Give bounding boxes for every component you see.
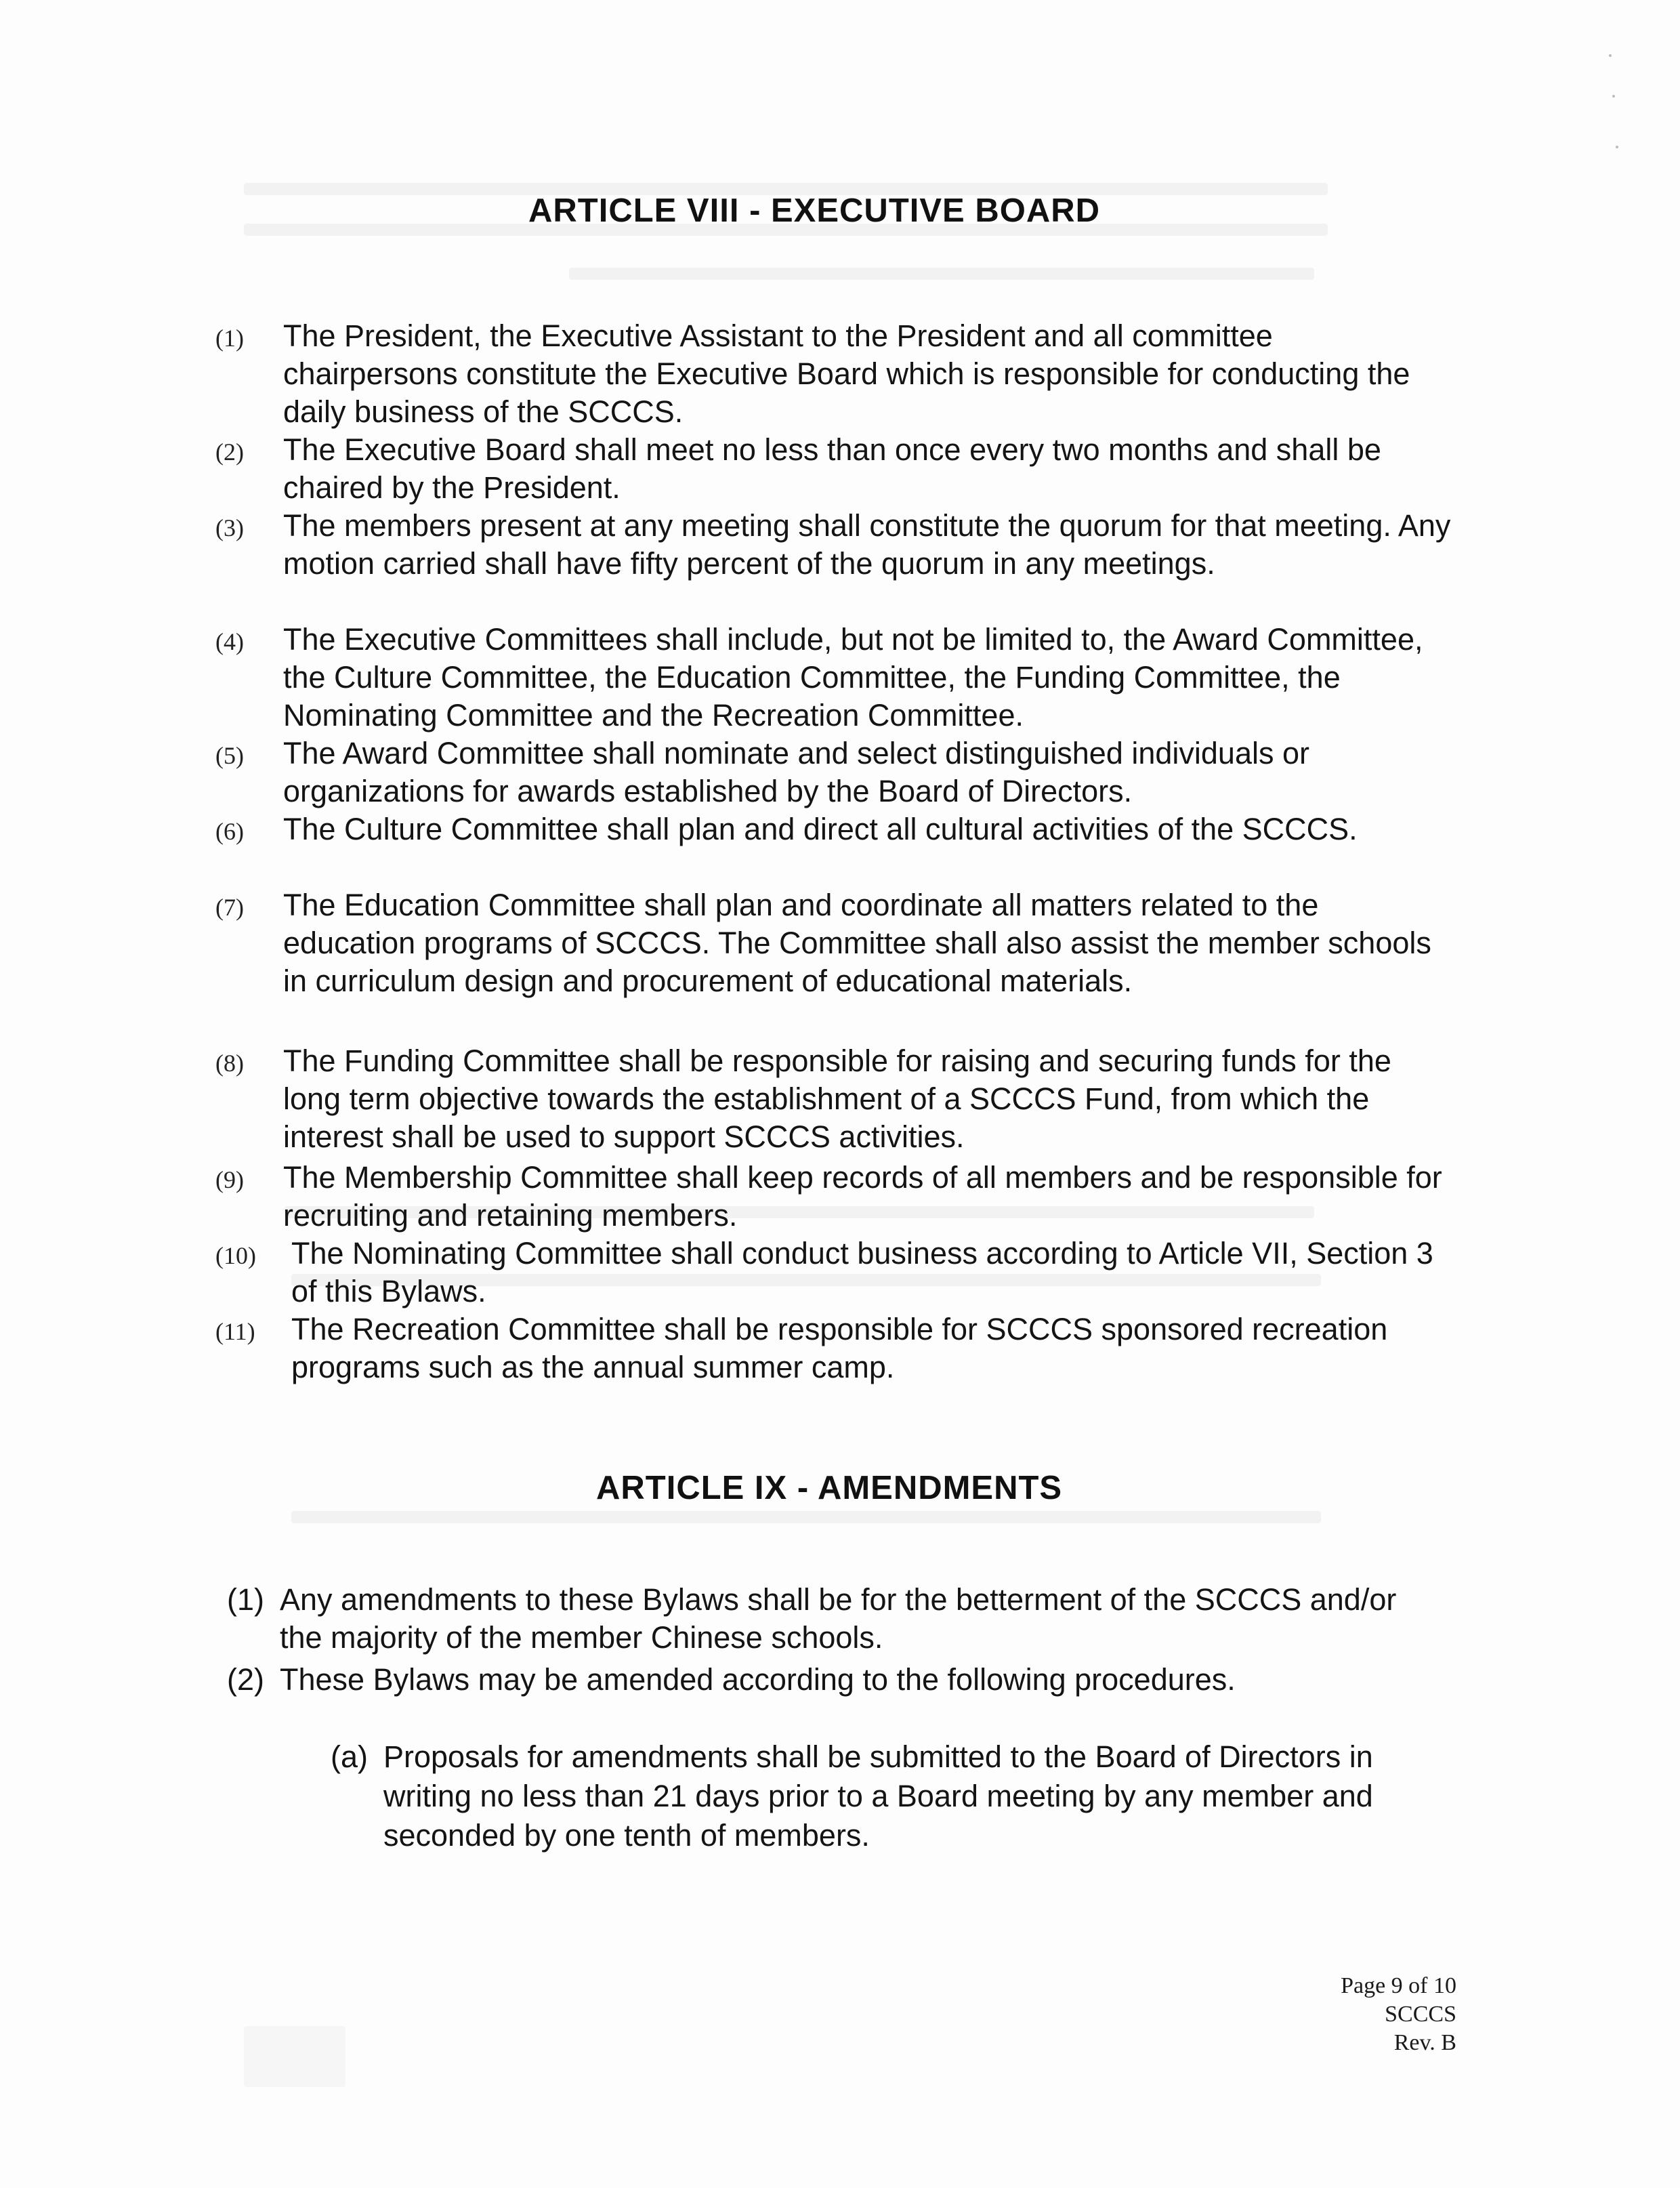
- item-number: (11): [215, 1318, 255, 1345]
- item-number: (1): [215, 325, 244, 352]
- footer-organization: SCCCS: [1385, 2002, 1456, 2027]
- item-number: (2): [227, 1662, 264, 1697]
- item-text: The President, the Executive Assistant to the President and all committee chairpersons constitute the Executive Board which is responsible for conducting the daily business of the SCCCS.: [283, 318, 1410, 429]
- item-text: The Funding Committee shall be responsible for raising and securing funds for the long term objective towards the establishment of a SCCCS Fund, from which the interest shall be used to support SCCCS activities.: [283, 1044, 1391, 1154]
- item-text: The Award Committee shall nominate and select distinguished individuals or organizations for awards established by the Board of Directors.: [283, 736, 1309, 808]
- page-number: Page 9 of 10: [1341, 1973, 1456, 1998]
- item-number: (5): [215, 742, 244, 769]
- bleed-through-line: [569, 268, 1314, 280]
- scan-speck: [1616, 146, 1618, 148]
- item-text: The Nominating Committee shall conduct business according to Article VII, Section 3 of this Bylaws.: [291, 1236, 1433, 1308]
- scan-speck: [1612, 95, 1615, 98]
- item-text: The members present at any meeting shall constitute the quorum for that meeting. Any motion carried shall have fifty percent of the quorum in any meetings.: [283, 508, 1451, 581]
- subitem-letter: (a): [331, 1739, 368, 1774]
- bleed-through-footer: [244, 2026, 345, 2087]
- item-number: (7): [215, 894, 244, 921]
- item-number: (10): [215, 1242, 256, 1269]
- item-text: The Recreation Committee shall be responsible for SCCCS sponsored recreation programs such as the annual summer camp.: [291, 1312, 1388, 1384]
- item-number: (9): [215, 1166, 244, 1193]
- item-text: The Education Committee shall plan and coordinate all matters related to the education programs of SCCCS. The Committee shall also assist the member schools in curriculum design and procurement of educational materials.: [283, 888, 1431, 998]
- item-number: (4): [215, 628, 244, 655]
- article-8-heading: ARTICLE VIII - EXECUTIVE BOARD: [528, 192, 1101, 229]
- item-number: (6): [215, 818, 244, 845]
- item-text: These Bylaws may be amended according to the following procedures.: [280, 1662, 1236, 1697]
- subitem-text: Proposals for amendments shall be submitted to the Board of Directors in writing no less than 21 days prior to a Board meeting by any member and seconded by one tenth of members.: [383, 1739, 1373, 1853]
- item-text: The Culture Committee shall plan and direct all cultural activities of the SCCCS.: [283, 812, 1358, 846]
- item-text: The Membership Committee shall keep records of all members and be responsible for recruiting and retaining members.: [283, 1160, 1442, 1233]
- page-footer: [1341, 1972, 1456, 2057]
- item-text: The Executive Committees shall include, but not be limited to, the Award Committee, the Culture Committee, the Education Committee, the Funding Committee, the Nominating Committee and the Recreation Committee.: [283, 622, 1423, 732]
- item-number: (2): [215, 438, 244, 466]
- item-number: (8): [215, 1050, 244, 1077]
- article-9-heading: ARTICLE IX - AMENDMENTS: [596, 1470, 1063, 1506]
- bleed-through-line: [291, 1511, 1321, 1523]
- item-number: (3): [215, 514, 244, 541]
- item-text: Any amendments to these Bylaws shall be for the betterment of the SCCCS and/or the majority of the member Chinese schools.: [280, 1582, 1397, 1655]
- item-text: The Executive Board shall meet no less than once every two months and shall be chaired by the President.: [283, 432, 1381, 505]
- scan-speck: [1609, 54, 1612, 57]
- footer-revision: Rev. B: [1393, 2030, 1456, 2055]
- item-number: (1): [227, 1582, 264, 1617]
